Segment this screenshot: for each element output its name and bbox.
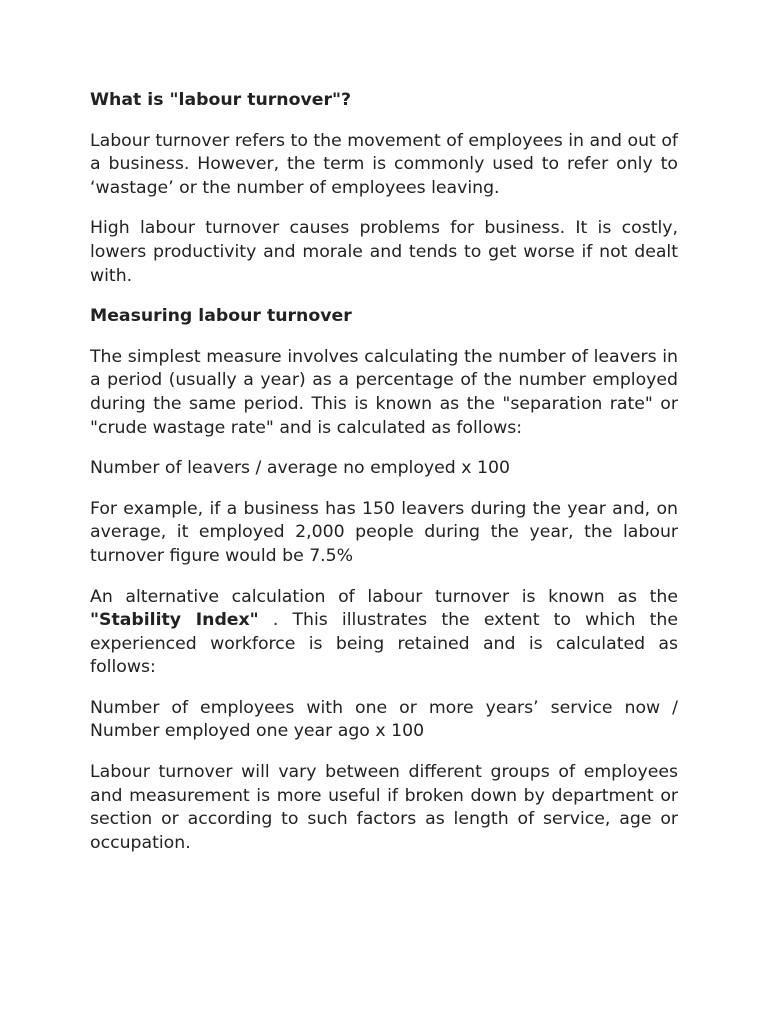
stability-index-term: "Stability Index" (90, 610, 259, 631)
paragraph-definition: Labour turnover refers to the movement of employees in and out of a business. However, the term is commonly used to refer only to ‘wastage’ or the number of employees leaving. (90, 130, 678, 198)
document-page (90, 89, 678, 872)
formula-stability-index: Number of employees with one or more years’ service now / Number employed one year ago x 100 (90, 697, 678, 742)
paragraph-variation: Labour turnover will vary between different groups of employees and measurement is more useful if broken down by department or section or according to such factors as length of service, age or occupation. (90, 762, 678, 853)
heading-measuring-labour-turnover: Measuring labour turnover (90, 306, 352, 327)
heading-what-is-labour-turnover: What is "labour turnover"? (90, 90, 351, 110)
paragraph-problems: High labour turnover causes problems for business. It is costly, lowers productivity and morale and tends to get worse if not dealt with. (90, 218, 678, 286)
stability-text-after: . This illustrates the extent to which the experienced workforce is being retained and is calculated as follows: (90, 610, 678, 678)
paragraph-simplest-measure: The simplest measure involves calculating the number of leavers in a period (usually a year) as a percentage of the number employed during the same period. This is known as the "separation rate" or "crude wastage rate" and is calculated as follows: (90, 346, 678, 438)
formula-separation-rate: Number of leavers / average no employed x 100 (90, 458, 510, 479)
stability-text-before: An alternative calculation of labour turnover is known as the (90, 586, 678, 607)
paragraph-example: For example, if a business has 150 leavers during the year and, on average, it employed 2,000 people during the year, the labour turnover figure would be 7.5% (90, 498, 678, 566)
paragraph-stability-index (90, 586, 678, 680)
